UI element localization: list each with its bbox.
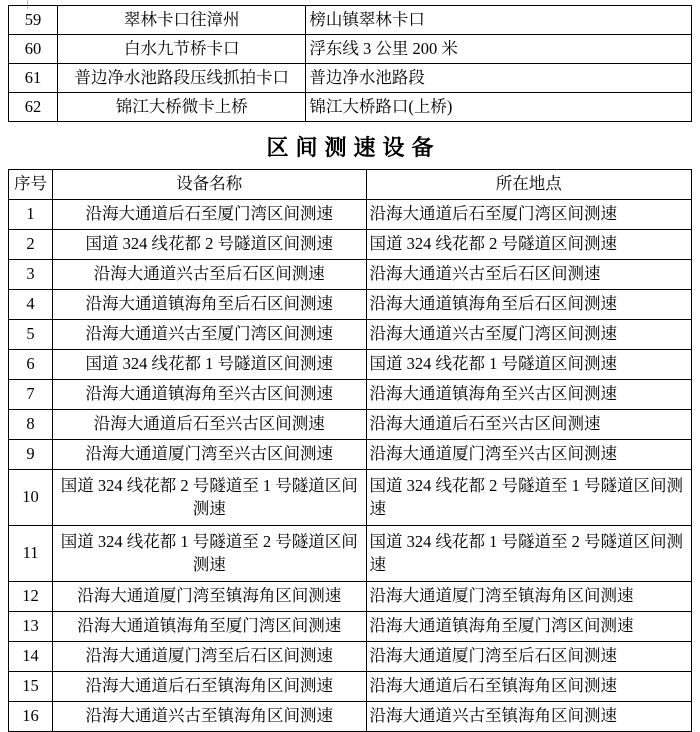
cell-index: 14	[9, 642, 53, 672]
table-header	[9, 170, 692, 200]
cell-device-name: 国道 324 线花都 1 号隧道至 2 号隧道区间测速	[53, 526, 366, 582]
cell-location: 沿海大通道镇海角至厦门湾区间测速	[366, 612, 691, 642]
cell-location: 沿海大通道兴古至镇海角区间测速	[366, 702, 691, 732]
table-row	[9, 410, 692, 440]
table-row	[9, 320, 692, 350]
cell-device-name: 沿海大通道兴古至镇海角区间测速	[53, 702, 366, 732]
cell-index: 61	[9, 64, 58, 93]
cell-device-name: 沿海大通道镇海角至后石区间测速	[53, 290, 366, 320]
table-row	[9, 200, 692, 230]
cell-device-name: 沿海大通道镇海角至兴古区间测速	[53, 380, 366, 410]
cell-device-name: 国道 324 线花都 2 号隧道区间测速	[53, 230, 366, 260]
cell-device-name: 沿海大通道厦门湾至兴古区间测速	[53, 440, 366, 470]
column-header-device-name: 设备名称	[53, 170, 366, 200]
cell-device-name: 沿海大通道兴古至后石区间测速	[53, 260, 366, 290]
table-row	[9, 470, 692, 526]
cell-location: 沿海大通道镇海角至后石区间测速	[366, 290, 691, 320]
table-row	[9, 35, 692, 64]
cell-device-name: 锦江大桥微卡上桥	[58, 93, 306, 122]
cell-device-name: 国道 324 线花都 1 号隧道区间测速	[53, 350, 366, 380]
table-row	[9, 230, 692, 260]
cell-location: 沿海大通道厦门湾至兴古区间测速	[366, 440, 691, 470]
checkpoint-table-body	[9, 6, 692, 122]
cell-index: 62	[9, 93, 58, 122]
table-row	[9, 440, 692, 470]
cell-device-name: 白水九节桥卡口	[58, 35, 306, 64]
cell-index: 8	[9, 410, 53, 440]
cell-index: 16	[9, 702, 53, 732]
table-row	[9, 526, 692, 582]
cell-location: 国道 324 线花都 2 号隧道至 1 号隧道区间测速	[366, 470, 691, 526]
cell-device-name: 普边净水池路段压线抓拍卡口	[58, 64, 306, 93]
cell-device-name: 国道 324 线花都 2 号隧道至 1 号隧道区间测速	[53, 470, 366, 526]
cell-device-name: 沿海大通道镇海角至厦门湾区间测速	[53, 612, 366, 642]
cell-index: 11	[9, 526, 53, 582]
table-row	[9, 260, 692, 290]
cell-index: 15	[9, 672, 53, 702]
cell-index: 59	[9, 6, 58, 35]
cell-location: 沿海大通道兴古至厦门湾区间测速	[366, 320, 691, 350]
cell-location: 国道 324 线花都 2 号隧道区间测速	[366, 230, 691, 260]
cell-index: 13	[9, 612, 53, 642]
table-row	[9, 612, 692, 642]
cell-location: 普边净水池路段	[306, 64, 692, 93]
cell-location: 国道 324 线花都 1 号隧道区间测速	[366, 350, 691, 380]
column-header-location: 所在地点	[366, 170, 691, 200]
cell-location: 国道 324 线花都 1 号隧道至 2 号隧道区间测速	[366, 526, 691, 582]
table-row	[9, 582, 692, 612]
cell-device-name: 沿海大通道后石至兴古区间测速	[53, 410, 366, 440]
table-row	[9, 6, 692, 35]
cell-device-name: 沿海大通道后石至镇海角区间测速	[53, 672, 366, 702]
cell-device-name: 沿海大通道厦门湾至后石区间测速	[53, 642, 366, 672]
cell-device-name: 沿海大通道厦门湾至镇海角区间测速	[53, 582, 366, 612]
cell-location: 沿海大通道厦门湾至镇海角区间测速	[366, 582, 691, 612]
section-speed-equipment-table	[8, 169, 692, 732]
table-row	[9, 702, 692, 732]
cell-location: 沿海大通道后石至镇海角区间测速	[366, 672, 691, 702]
table-row	[9, 93, 692, 122]
cell-location: 沿海大通道镇海角至兴古区间测速	[366, 380, 691, 410]
cell-index: 5	[9, 320, 53, 350]
page-title: 区间测速设备	[266, 135, 441, 160]
cell-location: 榜山镇翠林卡口	[306, 6, 692, 35]
cell-device-name: 沿海大通道兴古至厦门湾区间测速	[53, 320, 366, 350]
cell-index: 60	[9, 35, 58, 64]
cell-location: 浮东线 3 公里 200 米	[306, 35, 692, 64]
cell-location: 锦江大桥路口(上桥)	[306, 93, 692, 122]
table-row	[9, 350, 692, 380]
table-row	[9, 290, 692, 320]
cell-index: 7	[9, 380, 53, 410]
checkpoint-continued-table	[8, 5, 692, 122]
table-row	[9, 672, 692, 702]
cell-index: 1	[9, 200, 53, 230]
cell-device-name: 翠林卡口往漳州	[58, 6, 306, 35]
table-row	[9, 380, 692, 410]
cell-index: 6	[9, 350, 53, 380]
cell-index: 10	[9, 470, 53, 526]
cell-location: 沿海大通道兴古至后石区间测速	[366, 260, 691, 290]
cell-index: 3	[9, 260, 53, 290]
table-row	[9, 642, 692, 672]
cell-location: 沿海大通道后石至兴古区间测速	[366, 410, 691, 440]
cell-index: 12	[9, 582, 53, 612]
document-sheet	[8, 0, 692, 732]
cell-location: 沿海大通道厦门湾至后石区间测速	[366, 642, 691, 672]
table-row	[9, 64, 692, 93]
cell-location: 沿海大通道后石至厦门湾区间测速	[366, 200, 691, 230]
table-header-row	[9, 170, 692, 200]
cell-index: 4	[9, 290, 53, 320]
cell-device-name: 沿海大通道后石至厦门湾区间测速	[53, 200, 366, 230]
section-speed-table-body	[9, 200, 692, 732]
cell-index: 2	[9, 230, 53, 260]
column-header-index: 序号	[9, 170, 53, 200]
cell-index: 9	[9, 440, 53, 470]
